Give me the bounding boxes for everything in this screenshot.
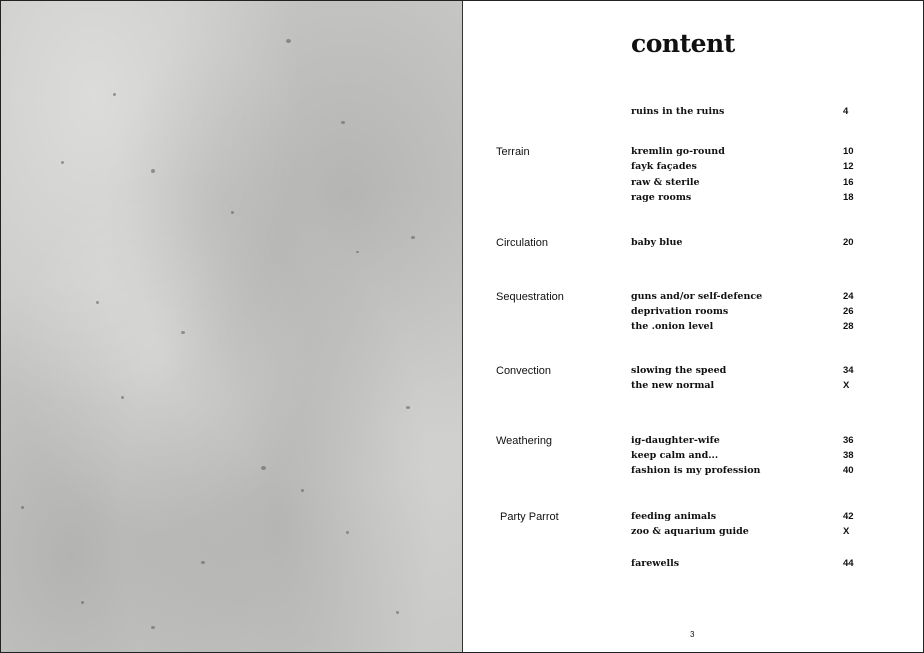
toc-entry-page: 16	[843, 177, 854, 188]
page-number: 3	[690, 630, 695, 639]
toc-entry-page: 12	[843, 161, 854, 172]
toc-entry-page: 38	[843, 450, 854, 461]
section-label-terrain: Terrain	[496, 146, 530, 158]
section-label-convection: Convection	[496, 365, 552, 377]
contents-page	[463, 1, 923, 652]
toc-entry-page: 4	[843, 106, 849, 117]
toc-entry-title: zoo & aquarium guide	[631, 526, 749, 537]
section-label-circulation: Circulation	[496, 237, 548, 249]
toc-entry-page: 40	[843, 465, 854, 476]
toc-entry-title: rage rooms	[631, 192, 692, 203]
toc-entry-title: keep calm and...	[631, 450, 719, 461]
toc-entry-page: 36	[843, 435, 854, 446]
toc-entry-title: guns and/or self-defence	[631, 291, 763, 302]
toc-entry-page: 20	[843, 237, 854, 248]
section-label-weathering: Weathering	[496, 435, 553, 447]
toc-entry-title: feeding animals	[631, 511, 717, 522]
toc-entry-title: the .onion level	[631, 321, 714, 332]
toc-entry-page: 24	[843, 291, 854, 302]
toc-entry-title: deprivation rooms	[631, 306, 729, 317]
toc-entry-title: the new normal	[631, 380, 715, 391]
toc-entry-title: baby blue	[631, 237, 683, 248]
page-title: content	[631, 29, 735, 58]
toc-entry-title: kremlin go-round	[631, 146, 725, 157]
toc-entry-title: fayk façades	[631, 161, 697, 172]
toc-entry-title: ig-daughter-wife	[631, 435, 720, 446]
toc-entry-page: 44	[843, 558, 854, 569]
toc-entry-title: slowing the speed	[631, 365, 727, 376]
concrete-texture-image	[1, 1, 463, 652]
toc-entry-page: 10	[843, 146, 854, 157]
toc-entry-page: 42	[843, 511, 854, 522]
toc-entry-title: ruins in the ruins	[631, 106, 725, 117]
toc-entry-title: fashion is my profession	[631, 465, 761, 476]
section-label-party-parrot: Party Parrot	[500, 511, 559, 523]
toc-entry-page: 26	[843, 306, 854, 317]
toc-entry-page: X	[843, 380, 850, 391]
toc-entry-page: 18	[843, 192, 854, 203]
toc-entry-page: X	[843, 526, 850, 537]
toc-entry-title: farewells	[631, 558, 680, 569]
section-label-sequestration: Sequestration	[496, 291, 564, 303]
toc-entry-title: raw & sterile	[631, 177, 700, 188]
toc-entry-page: 34	[843, 365, 854, 376]
toc-entry-page: 28	[843, 321, 854, 332]
